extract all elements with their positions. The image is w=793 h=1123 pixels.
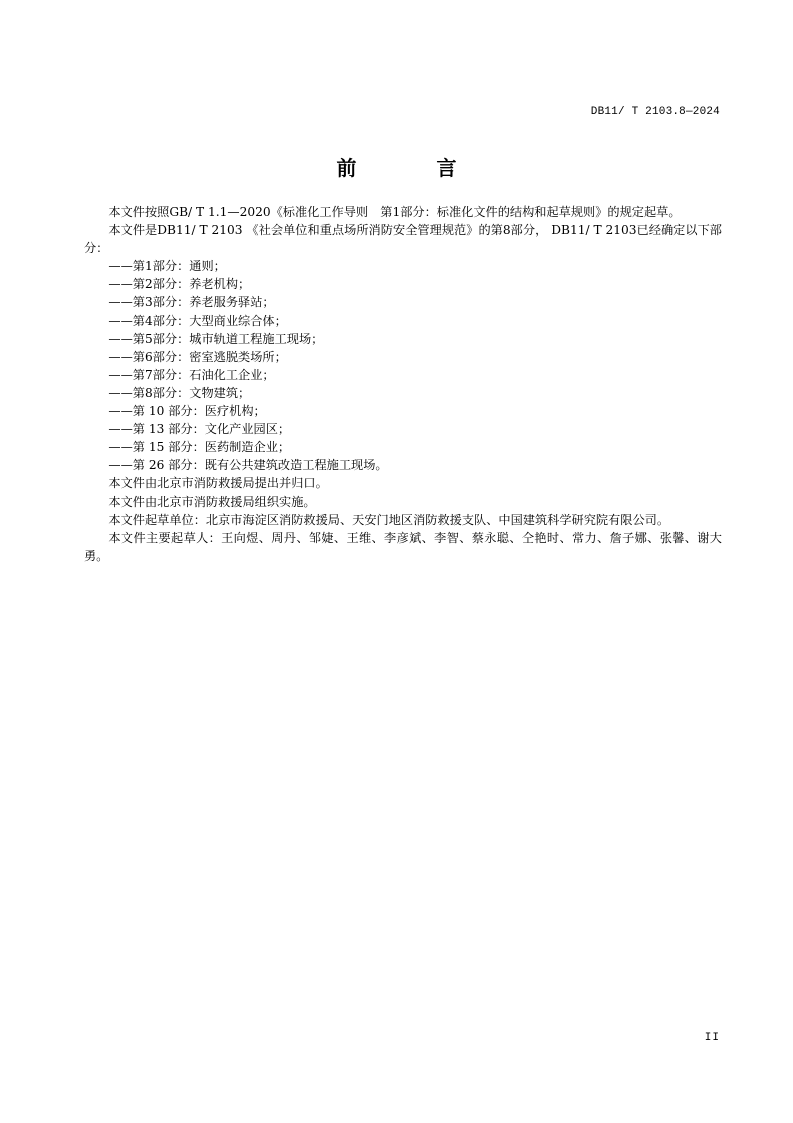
- implementer-paragraph: 本文件由北京市消防救援局组织实施。: [108, 494, 316, 509]
- part-list-item: ——第 15 部分：医药制造企业；: [108, 440, 291, 455]
- part-list-item: ——第8部分：文物建筑；: [108, 385, 251, 400]
- part-list-item: ——第 26 部分：既有公共建筑改造工程施工现场。: [108, 458, 388, 473]
- drafters-paragraph: 本文件主要起草人：王向煜、周丹、邹婕、王维、李彦斌、李智、蔡永聪、仝艳时、常力、詹子娜、张馨、谢大勇。: [84, 530, 722, 563]
- part-list-item: ——第4部分：大型商业综合体；: [108, 313, 287, 328]
- part-list-item: ——第6部分：密室逃脱类场所；: [108, 349, 287, 364]
- part-list-item: ——第3部分：养老服务驿站；: [108, 295, 275, 310]
- part-list-item: ——第5部分：城市轨道工程施工现场；: [108, 331, 324, 346]
- part-list-item: ——第2部分：养老机构；: [108, 277, 251, 292]
- part-list-item: ——第7部分：石油化工企业；: [108, 367, 275, 382]
- drafting-basis-paragraph: 本文件按照GB/ T 1.1—2020《标准化工作导则 第1部分：标准化文件的结构和起草规则》的规定起草。: [108, 205, 681, 219]
- foreword-body: [84, 203, 722, 565]
- part-list-item: ——第 10 部分：医疗机构；: [108, 404, 266, 419]
- drafting-units-paragraph: 本文件起草单位：北京市海淀区消防救援局、天安门地区消防救援支队、中国建筑科学研究院有限公司。: [108, 512, 670, 527]
- part-list-item: ——第 13 部分：文化产业园区；: [108, 422, 291, 437]
- series-paragraph: 本文件是DB11/ T 2103 《社会单位和重点场所消防安全管理规范》的第8部分， DB11/ T 2103已经确定以下部分：: [84, 223, 722, 256]
- proposer-paragraph: 本文件由北京市消防救援局提出并归口。: [108, 476, 328, 491]
- page-number: II: [704, 1032, 720, 1044]
- document-code: DB11/ T 2103.8—2024: [590, 106, 720, 118]
- page-title: 前 言: [336, 156, 487, 180]
- part-list-item: ——第1部分：通则；: [108, 259, 226, 274]
